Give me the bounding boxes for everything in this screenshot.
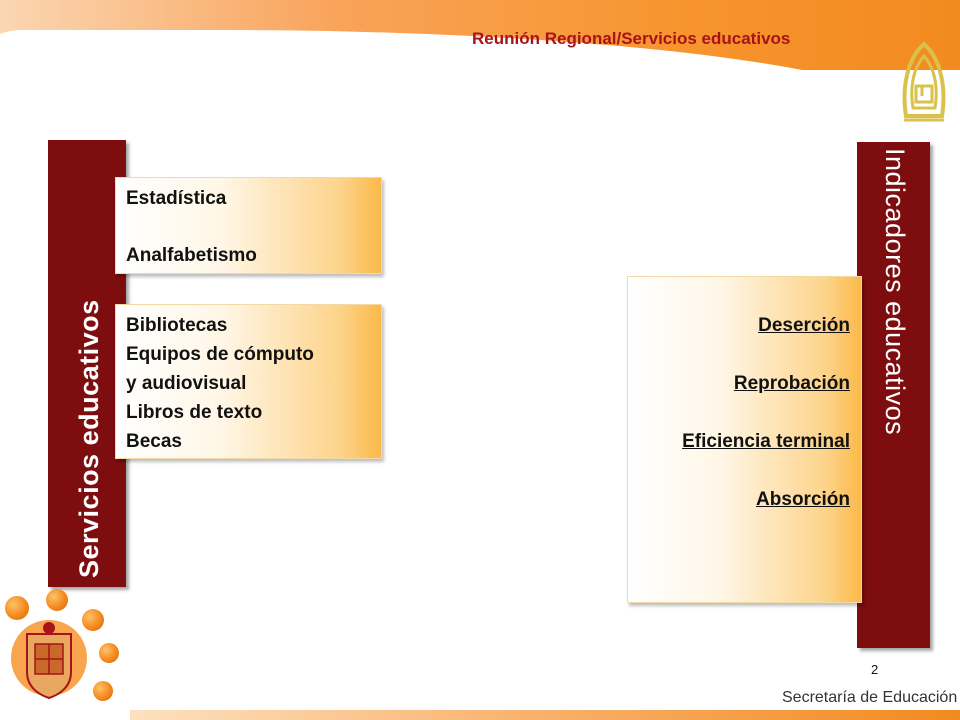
title-part-1: Reunión Regional xyxy=(472,29,617,48)
footer-brand: Secretaría de Educación xyxy=(782,689,958,706)
footer-line xyxy=(130,710,960,720)
title-part-2: /Servicios educativos xyxy=(616,29,791,48)
coat-of-arms-icon xyxy=(5,600,100,710)
list-item-equipos: Equipos de cómputo xyxy=(126,344,314,365)
decorative-dot xyxy=(99,643,119,663)
indicadores-educativos-label: Indicadores educativos xyxy=(880,148,910,436)
link-absorcion[interactable]: Absorción xyxy=(756,489,850,510)
list-item-bibliotecas: Bibliotecas xyxy=(126,315,228,336)
link-eficiencia-terminal[interactable]: Eficiencia terminal xyxy=(682,431,850,452)
indicadores-box xyxy=(627,276,862,603)
list-item-becas: Becas xyxy=(126,431,182,452)
list-item-libros: Libros de texto xyxy=(126,402,263,423)
link-desercion[interactable]: Deserción xyxy=(758,315,850,336)
estadistica-box xyxy=(115,177,382,274)
recursos-box xyxy=(115,304,382,459)
stylized-emblem-icon xyxy=(896,40,952,124)
list-item-audiovisual: y audiovisual xyxy=(126,373,247,394)
servicios-educativos-label: Servicios educativos xyxy=(74,299,104,578)
list-item-estadistica: Estadística xyxy=(126,188,227,209)
page-title xyxy=(472,29,790,49)
list-item-analfabetismo: Analfabetismo xyxy=(126,245,257,266)
link-reprobacion[interactable]: Reprobación xyxy=(733,373,850,394)
page-number: 2 xyxy=(871,662,879,677)
